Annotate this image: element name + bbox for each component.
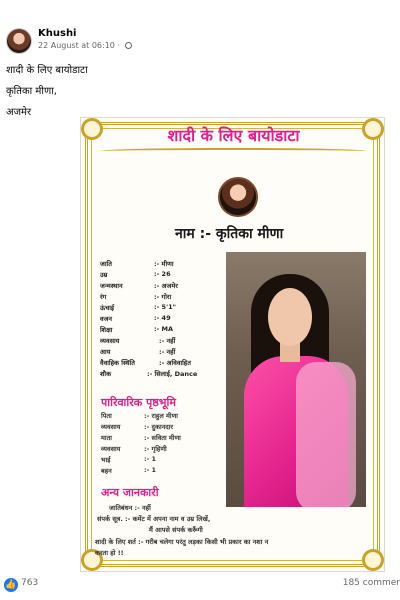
corner-ornament-icon — [362, 549, 384, 571]
other-info-line: जातिबंधन :- नहीं — [109, 504, 151, 512]
detail-label: आय — [100, 348, 111, 356]
detail-label: जाति — [100, 260, 112, 268]
post-caption — [6, 60, 88, 123]
biodata-poster-image[interactable] — [80, 117, 385, 572]
detail-value: :- गोरा — [154, 293, 172, 301]
family-label: व्यवसाय — [101, 423, 121, 431]
comment-count[interactable]: 185 commer — [342, 578, 400, 588]
author-name[interactable]: Khushi — [38, 28, 77, 39]
family-value: :- 1 — [144, 455, 157, 463]
caption-line: कृतिका मीणा, — [6, 86, 57, 97]
family-heading: पारिवारिक पृष्ठभूमि — [101, 396, 176, 409]
title-flourish — [101, 148, 366, 154]
other-info-line: संपर्क सूत्र. :- कमेंट में अपना नाम व उम्र लिखें, — [97, 515, 211, 523]
other-info-line: करता हो !! — [95, 549, 124, 557]
post-footer — [0, 572, 400, 600]
family-value: :- दुकानदार — [144, 423, 174, 431]
family-label: माता — [101, 434, 112, 442]
detail-label: जन्मस्थान — [100, 282, 123, 290]
post-timestamp[interactable]: 22 August at 06:10 · — [38, 41, 132, 50]
post-header — [0, 0, 400, 58]
family-value: :- गृहिणी — [144, 445, 167, 453]
candidate-name: नाम :- कृतिका मीणा — [175, 226, 284, 242]
reaction-count[interactable]: 763 — [21, 578, 39, 588]
like-reaction-icon[interactable]: 👍 — [5, 580, 17, 590]
detail-label: ऊंचाई — [100, 304, 115, 312]
profile-portrait — [218, 177, 258, 217]
detail-label: उम्र — [100, 271, 108, 279]
detail-value: :- 49 — [154, 314, 171, 322]
poster-title: शादी के लिए बायोडाटा — [167, 126, 300, 145]
family-label: बहन — [101, 467, 112, 475]
family-label: पिता — [101, 412, 112, 420]
detail-label: वैवाहिक स्थिति — [100, 359, 135, 367]
detail-value: :- 26 — [154, 270, 171, 278]
globe-icon — [125, 42, 132, 49]
caption-line: शादी के लिए बायोडाटा — [6, 65, 88, 76]
other-info-line: शादी के लिए शर्त :- गरीब चलेगा परंतु लड़का किसी भी प्रकार का नशा न — [95, 538, 269, 546]
detail-value: :- सिलाई, Dance — [147, 370, 198, 378]
detail-label: व्यवसाय — [100, 337, 120, 345]
detail-label: शौक — [100, 370, 112, 378]
detail-value: :- 5'1" — [154, 303, 176, 311]
detail-label: वजन — [100, 315, 113, 323]
other-info-heading: अन्य जानकारी — [101, 486, 159, 499]
author-avatar[interactable] — [6, 28, 32, 54]
caption-line: अजमेर — [6, 107, 32, 118]
family-value: :- सविता मीणा — [144, 434, 181, 442]
detail-label: रंग — [100, 293, 107, 301]
family-label: व्यवसाय — [101, 445, 121, 453]
detail-label: शिक्षा — [100, 326, 113, 334]
other-info-line: मैं आपसे संपर्क करूँगी — [149, 526, 203, 534]
detail-value: :- MA — [154, 325, 174, 333]
family-value: :- राहुल मीणा — [144, 412, 178, 420]
detail-value: :- नहीं — [159, 348, 176, 356]
family-label: भाई — [101, 456, 111, 464]
detail-value: :- मीणा — [154, 260, 174, 268]
detail-value: :- नहीं — [159, 337, 176, 345]
family-value: :- 1 — [144, 466, 157, 474]
detail-value: :- अविवाहित — [159, 359, 191, 367]
candidate-photo — [226, 252, 366, 507]
detail-value: :- अजमेर — [154, 282, 178, 290]
